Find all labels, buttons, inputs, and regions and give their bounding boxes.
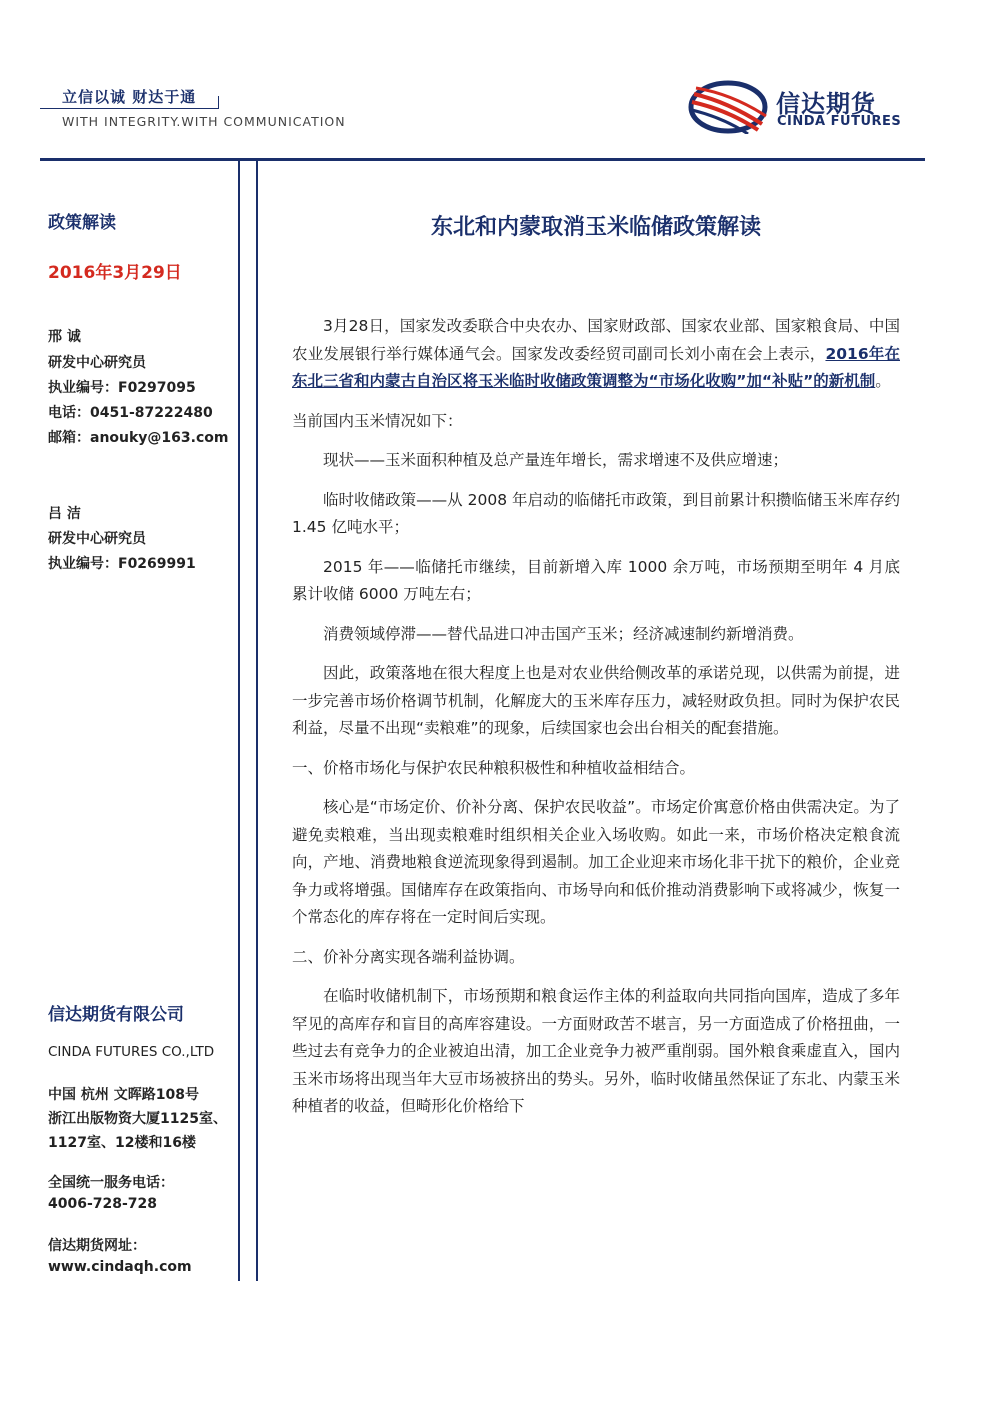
section-heading: 一、价格市场化与保护农民种粮积极性和种植收益相结合。 — [292, 758, 696, 777]
cinda-logo-icon — [688, 80, 768, 134]
company-name-en: CINDA FUTURES CO.,LTD — [48, 1044, 215, 1060]
analyst-name: 邢 诚 — [48, 329, 81, 345]
website-link[interactable]: www.cindaqh.com — [48, 1259, 192, 1275]
document-body — [292, 313, 900, 1133]
paragraph: 当前国内玉米情况如下： — [292, 411, 463, 430]
section-heading: 二、价补分离实现各端利益协调。 — [292, 947, 525, 966]
hotline-number: 4006-728-728 — [48, 1196, 158, 1212]
slogan-underline — [40, 108, 218, 109]
paragraph: 因此，政策落地在很大程度上也是对农业供给侧改革的承诺兑现，以供需为前提，进一步完善市场价格调节机制，化解庞大的玉米库存压力，减轻财政负担。同时为保护农民利益，尽量不出现“卖粮难”的现象，后续国家也会出台相关的配套措施。 — [292, 664, 900, 737]
company-name: 信达期货有限公司 — [48, 1005, 184, 1025]
analyst-title: 研发中心研究员 — [48, 531, 146, 547]
paragraph-text: 。 — [875, 372, 891, 390]
header-rule — [40, 158, 925, 161]
key-statement-highlight: 2016年在东北三省和内蒙古自治区将玉米临时收储政策调整为“市场化收购”加“补贴”的新机制 — [292, 344, 900, 390]
paragraph: 核心是“市场定价、价补分离、保护农民收益”。市场定价寓意价格由供需决定。为了避免卖粮难，当出现卖粮难时组织相关企业入场收购。如此一来，市场价格决定粮食流向，产地、消费地粮食逆流现象得到遏制。加工企业迎来市场化非干扰下的粮价，企业竞争力或将增强。国储库存在政策指向、市场导向和低价推动消费影响下或将减少，恢复一个常态化的库存将在一定时间后实现。 — [292, 798, 900, 926]
hotline-label: 全国统一服务电话： — [48, 1175, 174, 1191]
header-slogan: 立信以诚 财达于通 — [62, 88, 197, 106]
paragraph: 现状——玉米面积种植及总产量连年增长，需求增速不及供应增速； — [323, 451, 789, 469]
header-slogan-english: WITH INTEGRITY.WITH COMMUNICATION — [62, 114, 346, 129]
slogan-divider — [218, 96, 219, 109]
paragraph: 2015 年——临储托市继续，目前新增入库 1000 余万吨，市场预期至明年 4 月底累计收储 6000 万吨左右； — [292, 557, 900, 603]
logo-text-cn: 信达期货 — [776, 90, 876, 118]
analyst-license: 执业编号：F0297095 — [48, 380, 196, 396]
paragraph: 消费领域停滞——替代品进口冲击国产玉米；经济减速制约新增消费。 — [323, 624, 804, 643]
paragraph: 在临时收储机制下，市场预期和粮食运作主体的利益取向共同指向国库，造成了多年罕见的高库存和盲目的高库容建设。一方面财政苦不堪言，另一方面造成了价格扭曲，一些过去有竞争力的企业被迫出清，加工企业竞争力被严重削弱。国外粮食乘虚直入，国内玉米市场将出现当年大豆市场被挤出的势头。另外，临时收储虽然保证了东北、内蒙玉米种植者的收益，但畸形化价格给下 — [292, 987, 900, 1115]
analyst-name: 吕 洁 — [48, 506, 81, 522]
website-label: 信达期货网址： — [48, 1238, 146, 1254]
column-divider-right — [256, 161, 258, 1281]
paragraph — [292, 313, 900, 396]
analyst-license: 执业编号：F0269991 — [48, 556, 196, 572]
logo-text-en: CINDA FUTURES — [777, 114, 902, 129]
paragraph-text: 3月28日，国家发改委联合中央农办、国家财政部、国家农业部、国家粮食局、中国农业发展银行举行媒体通气会。国家发改委经贸司副司长刘小南在会上表示， — [292, 317, 900, 363]
analyst-title: 研发中心研究员 — [48, 355, 146, 371]
company-address-line: 1127室、12楼和16楼 — [48, 1135, 196, 1151]
document-title: 东北和内蒙取消玉米临储政策解读 — [430, 215, 761, 240]
report-category: 政策解读 — [48, 213, 116, 233]
analyst-phone: 电话：0451-87222480 — [48, 405, 213, 421]
company-address-line: 中国 杭州 文晖路108号 — [48, 1087, 199, 1103]
analyst-email: 邮箱：anouky@163.com — [48, 430, 229, 446]
company-address-line: 浙江出版物资大厦1125室、 — [48, 1111, 227, 1127]
column-divider-left — [238, 161, 240, 1281]
paragraph: 临时收储政策——从 2008 年启动的临储托市政策，到目前累计积攒临储玉米库存约 1.45 亿吨水平； — [292, 490, 900, 536]
report-date: 2016年3月29日 — [48, 263, 182, 283]
